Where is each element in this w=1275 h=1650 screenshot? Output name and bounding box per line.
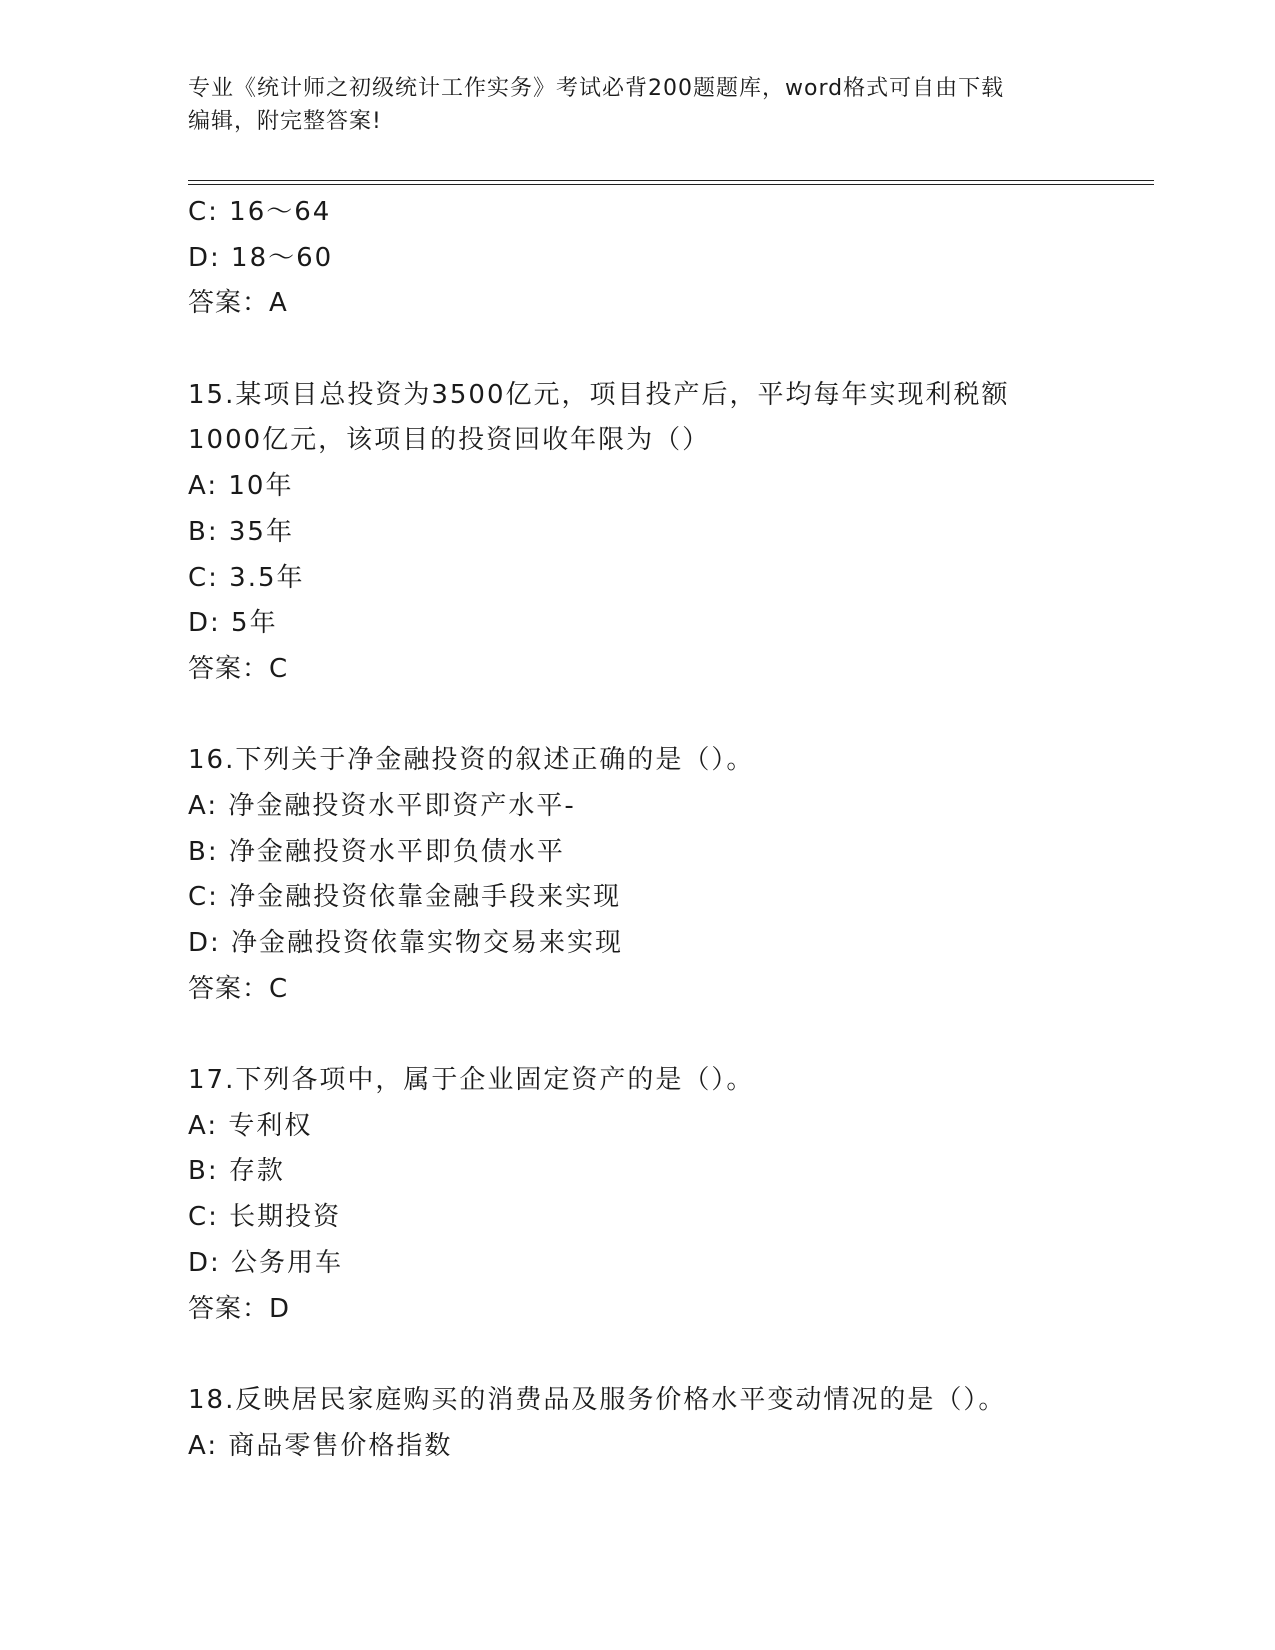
spacer bbox=[188, 1332, 1154, 1378]
option-b: B: 存款 bbox=[188, 1156, 285, 1187]
option-d: D: 公务用车 bbox=[188, 1247, 344, 1278]
question-stem-continued: 1000亿元，该项目的投资回收年限为（） bbox=[188, 425, 711, 456]
option-b: B: 35年 bbox=[188, 516, 294, 547]
spacer bbox=[188, 327, 1154, 373]
option-c: C: 16～64 bbox=[188, 197, 332, 227]
option-c: C: 净金融投资依靠金融手段来实现 bbox=[188, 882, 622, 913]
answer: 答案：D bbox=[188, 1293, 291, 1324]
question-list bbox=[188, 190, 1154, 1469]
question-18 bbox=[188, 1378, 1154, 1469]
option-a: A: 净金融投资水平即资产水平- bbox=[188, 790, 576, 821]
spacer bbox=[188, 1012, 1154, 1058]
answer: 答案：C bbox=[188, 973, 289, 1004]
option-d: D: 5年 bbox=[188, 608, 278, 639]
question-16 bbox=[188, 738, 1154, 1012]
header-line-2: 编辑，附完整答案! bbox=[188, 109, 382, 134]
question-stem: 17.下列各项中，属于企业固定资产的是（）。 bbox=[188, 1065, 755, 1096]
question-15 bbox=[188, 373, 1154, 693]
question-stem: 18.反映居民家庭购买的消费品及服务价格水平变动情况的是（）。 bbox=[188, 1384, 1007, 1415]
option-c: C: 3.5年 bbox=[188, 562, 305, 593]
option-a: A: 专利权 bbox=[188, 1110, 313, 1141]
header-divider-top bbox=[188, 180, 1154, 181]
question-stem: 15.某项目总投资为3500亿元，项目投产后，平均每年实现利税额 bbox=[188, 379, 1010, 410]
option-d: D: 净金融投资依靠实物交易来实现 bbox=[188, 928, 624, 958]
header-divider-bottom bbox=[188, 184, 1154, 185]
spacer bbox=[188, 693, 1154, 739]
question-17 bbox=[188, 1058, 1154, 1332]
header-line-1: 专业《统计师之初级统计工作实务》考试必背200题题库，word格式可自由下载 bbox=[188, 76, 1005, 101]
option-a: A: 商品零售价格指数 bbox=[188, 1430, 453, 1461]
option-c: C: 长期投资 bbox=[188, 1202, 342, 1233]
answer: 答案：A bbox=[188, 288, 288, 319]
question-14-continued bbox=[188, 190, 1154, 327]
option-b: B: 净金融投资水平即负债水平 bbox=[188, 836, 565, 867]
option-d: D: 18～60 bbox=[188, 242, 334, 273]
answer: 答案：C bbox=[188, 653, 289, 684]
option-a: A: 10年 bbox=[188, 471, 294, 502]
document-header bbox=[188, 72, 1088, 138]
question-stem: 16.下列关于净金融投资的叙述正确的是（）。 bbox=[188, 745, 755, 776]
